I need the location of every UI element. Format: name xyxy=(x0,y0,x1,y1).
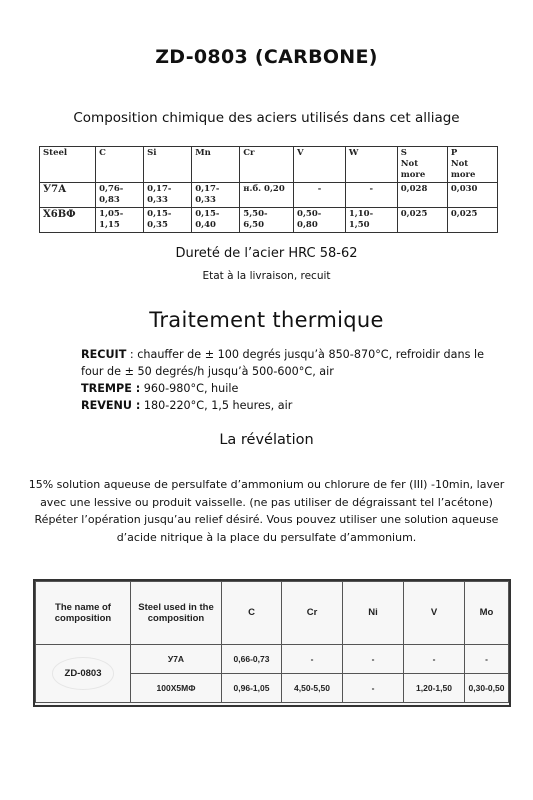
hardness-text: Dureté de l’acier HRC 58-62 xyxy=(175,246,358,261)
table-cell: - xyxy=(465,645,509,674)
steel-composition-table xyxy=(35,581,509,703)
table-cell: 0,030 xyxy=(447,183,497,208)
table-cell: 1,20-1,50 xyxy=(404,674,465,703)
composition-table xyxy=(39,146,498,233)
table-cell: 0,025 xyxy=(397,208,447,233)
trempe-label: TREMPE : xyxy=(81,382,141,395)
table-cell: 0,96-1,05 xyxy=(222,674,282,703)
table-cell: 4,50-5,50 xyxy=(282,674,343,703)
trempe-text: 960-980°C, huile xyxy=(140,382,239,395)
header-ni: Ni xyxy=(343,582,404,645)
delivery-state-text: Etat à la livraison, recuit xyxy=(202,270,331,282)
table-cell: 1,10- 1,50 xyxy=(345,208,397,233)
header-cr: Cr xyxy=(282,582,343,645)
table-cell: 0,76- 0,83 xyxy=(96,183,144,208)
header-c: C xyxy=(96,147,144,183)
table-cell: - xyxy=(343,645,404,674)
composition-name-cell xyxy=(36,645,131,703)
header-v: V xyxy=(404,582,465,645)
composition-scan-table xyxy=(33,579,511,707)
reveal-title: La révélation xyxy=(219,432,314,448)
table-cell: 0,50- 0,80 xyxy=(294,208,346,233)
section-title: Traitement thermique xyxy=(149,308,384,332)
table-cell: - xyxy=(282,645,343,674)
header-p: P Not more xyxy=(447,147,497,183)
header-v: V xyxy=(294,147,346,183)
table-row xyxy=(40,183,498,208)
header-c: C xyxy=(222,582,282,645)
table-cell: н.б. 0,20 xyxy=(240,183,294,208)
header-steel-used: Steel used in the composition xyxy=(131,582,222,645)
table-cell: 0,025 xyxy=(447,208,497,233)
composition-name: ZD-0803 xyxy=(52,657,115,690)
table-cell: 0,028 xyxy=(397,183,447,208)
recuit-text: : chauffer de ± 100 degrés jusqu’à 850-870°C, refroidir dans le four de ± 50 degrés/h jusqu’à 500-600°C, air xyxy=(81,348,484,378)
composition-subtitle: Composition chimique des aciers utilisés dans cet alliage xyxy=(73,110,460,126)
header-w: W xyxy=(345,147,397,183)
table-cell: У7А xyxy=(131,645,222,674)
header-steel: Steel xyxy=(40,147,96,183)
table-cell: - xyxy=(345,183,397,208)
page-title: ZD-0803 (CARBONE) xyxy=(155,46,378,68)
heat-treatment-block xyxy=(81,346,501,414)
table-row xyxy=(40,208,498,233)
table-cell: - xyxy=(404,645,465,674)
table-cell: 0,30-0,50 xyxy=(465,674,509,703)
table-cell: 0,15- 0,35 xyxy=(144,208,192,233)
header-si: Si xyxy=(144,147,192,183)
header-mo: Mo xyxy=(465,582,509,645)
header-cr: Cr xyxy=(240,147,294,183)
table-cell: Х6ВФ xyxy=(40,208,96,233)
recuit-line xyxy=(81,346,501,380)
table-cell: - xyxy=(343,674,404,703)
table-cell: 5,50- 6,50 xyxy=(240,208,294,233)
table-row xyxy=(36,645,509,674)
table-cell: 1,05- 1,15 xyxy=(96,208,144,233)
table-header-row xyxy=(40,147,498,183)
trempe-line xyxy=(81,380,501,397)
header-name: The name of composition xyxy=(36,582,131,645)
revenu-line xyxy=(81,397,501,414)
table-cell: У7А xyxy=(40,183,96,208)
table-cell: 0,15- 0,40 xyxy=(192,208,240,233)
recuit-label: RECUIT xyxy=(81,348,127,361)
table-header-row xyxy=(36,582,509,645)
table-cell: 0,17- 0,33 xyxy=(144,183,192,208)
revenu-label: REVENU : xyxy=(81,399,141,412)
table-cell: 0,66-0,73 xyxy=(222,645,282,674)
table-cell: 100Х5МФ xyxy=(131,674,222,703)
header-s: S Not more xyxy=(397,147,447,183)
reveal-text: 15% solution aqueuse de persulfate d’ammonium ou chlorure de fer (III) -10min, laver avec une lessive ou produit vaisselle. (ne pas utiliser de dégraissant tel l’acétone) Répéter l’opération jusqu’au relief désiré. Vous pouvez utiliser une solution aqueuse d’acide nitrique à la place du persulfate d’ammonium. xyxy=(28,478,505,544)
revenu-text: 180-220°C, 1,5 heures, air xyxy=(140,399,293,412)
table-cell: - xyxy=(294,183,346,208)
table-cell: 0,17- 0,33 xyxy=(192,183,240,208)
header-mn: Mn xyxy=(192,147,240,183)
